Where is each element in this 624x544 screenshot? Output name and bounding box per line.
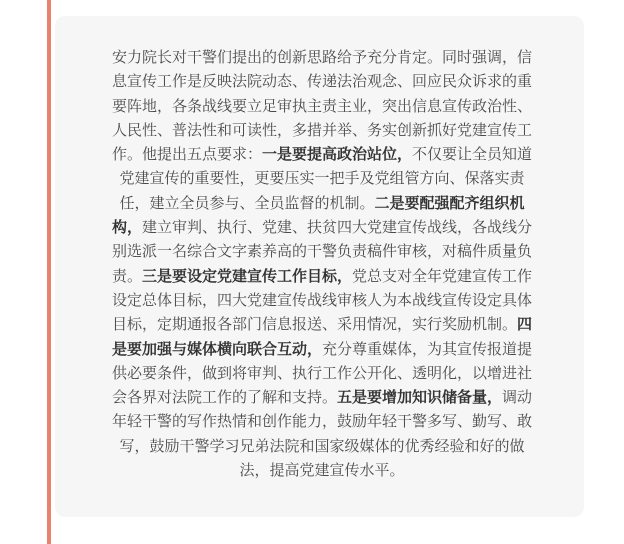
bold-point-two-end: 构， — [111, 218, 142, 237]
text-line — [78, 458, 566, 482]
text-line — [78, 215, 566, 239]
text-line — [78, 312, 566, 336]
text-line — [78, 288, 566, 312]
text-line — [78, 337, 566, 361]
text-line — [78, 69, 566, 93]
text-line — [78, 166, 566, 190]
text-line — [78, 142, 566, 166]
text-run: 安力院长对干警们提出的创新思路给予充分肯定。同时强调，信 — [111, 48, 532, 66]
bold-point-five: 五是要增加知识储备量， — [336, 388, 502, 407]
bold-point-four: 四 — [517, 315, 533, 334]
text-run: 任，建立全员参与、全员监督的机制。 — [119, 193, 375, 212]
text-run: 调动 — [502, 388, 533, 407]
text-line — [78, 361, 566, 385]
text-run: 法，提高党建宣传水平。 — [239, 461, 405, 480]
text-run: 要阵地，各条战线要立足审执主责主业，突出信息宣传政治性、 — [111, 96, 532, 115]
text-run: 建立审判、执行、党建、扶贫四大党建宣传战线，各战线分 — [142, 218, 533, 237]
text-line — [78, 118, 566, 142]
text-run: 责。 — [111, 266, 142, 285]
quote-paragraph — [78, 45, 566, 482]
text-line — [78, 239, 566, 263]
text-run: 别选派一名综合文字素养高的干警负责稿件审核，对稿件质量负 — [111, 242, 532, 261]
bold-point-three: 三是要设定党建宣传工作目标， — [141, 266, 352, 285]
text-line — [78, 45, 566, 69]
text-line — [78, 409, 566, 433]
text-run: 不仅要让全员知道 — [412, 145, 533, 164]
text-run: 人民性、普法性和可读性，多措并举、务实创新抓好党建宣传工 — [111, 120, 532, 139]
text-line — [78, 434, 566, 458]
text-line — [78, 94, 566, 118]
bold-point-four-end: 是要加强与媒体横向联合互动， — [111, 339, 322, 358]
text-line — [78, 264, 566, 288]
text-run: 会各界对法院工作的了解和支持。 — [111, 388, 337, 407]
text-run: 年轻干警的写作热情和创作能力，鼓励年轻干警多写、勤写、敢 — [111, 412, 532, 431]
text-run: 写，鼓励干警学习兄弟法院和国家级媒体的优秀经验和好的做 — [119, 436, 525, 455]
bold-point-two: 二是要配强配齐组织机 — [374, 193, 525, 212]
text-run: 党总支对全年党建宣传工作 — [352, 266, 533, 285]
bold-point-one: 一是要提高政治站位， — [261, 145, 412, 164]
text-line — [78, 191, 566, 215]
text-run: 作。他提出五点要求： — [111, 145, 262, 164]
text-line — [78, 385, 566, 409]
text-run: 充分尊重媒体，为其宣传报道提 — [322, 339, 533, 358]
text-run: 设定总体目标，四大党建宣传战线审核人为本战线宣传设定具体 — [111, 290, 532, 309]
text-run: 党建宣传的重要性，更要压实一把手及党组管方向、保落实责 — [119, 169, 525, 188]
quote-accent-bar — [47, 0, 51, 544]
text-run: 目标，定期通报各部门信息报送、采用情况，实行奖励机制。 — [111, 315, 517, 334]
text-run: 息宣传工作是反映法院动态、传递法治观念、回应民众诉求的重 — [111, 72, 532, 91]
text-run: 供必要条件，做到将审判、执行工作公开化、透明化，以增进社 — [111, 363, 532, 382]
